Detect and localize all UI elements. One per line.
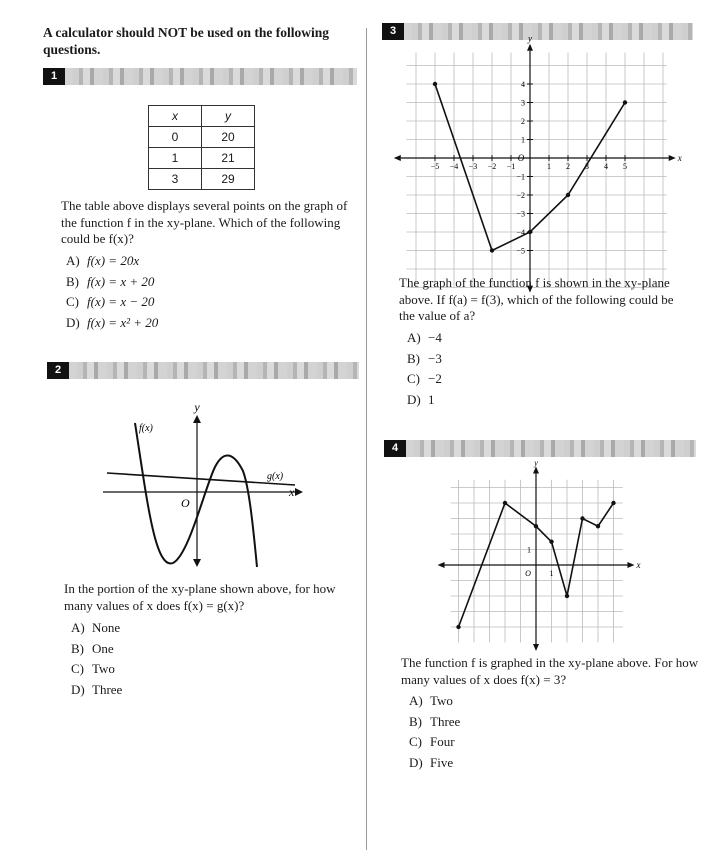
x-axis-arrow-left — [394, 155, 401, 161]
question-2-stem: In the portion of the xy-plane shown above, for how many values of x does f(x) = g(x)? — [64, 581, 336, 613]
question-3-graph — [392, 33, 682, 273]
question-1-choices — [66, 253, 158, 336]
answer-choice-d[interactable]: D) Three — [71, 682, 123, 698]
x-tick-label: 4 — [604, 162, 608, 171]
answer-choice-b[interactable]: B) f(x) = x + 20 — [66, 273, 155, 289]
y-axis-arrow-down — [533, 644, 539, 651]
question-4-graph — [440, 458, 645, 648]
answer-choice-a[interactable]: A) −4 — [407, 330, 442, 345]
y-axis-arrow — [533, 467, 539, 474]
x-axis-arrow — [295, 488, 303, 496]
answer-choice-c[interactable]: C) Four — [409, 734, 455, 750]
f-curve — [135, 423, 257, 567]
graph-point — [490, 248, 494, 252]
question-1-number: 1 — [43, 68, 65, 85]
x-axis-arrow-left — [438, 562, 445, 568]
answer-choice-b[interactable]: B) Three — [409, 713, 461, 729]
g-label: g(x) — [267, 471, 284, 482]
question-4-header-bar — [384, 440, 696, 457]
y-tick-label: −3 — [516, 209, 525, 219]
question-2-graph — [95, 395, 310, 575]
table-row — [149, 169, 255, 190]
origin-label: O — [517, 153, 525, 163]
answer-choice-a[interactable]: A) None — [71, 620, 121, 635]
table-cell: 3 — [149, 169, 202, 190]
answer-choice-a[interactable]: A) Two — [409, 693, 453, 708]
f-label: f(x) — [139, 423, 153, 434]
x-axis-arrow — [669, 155, 676, 161]
instructions: A calculator should NOT be used on the following questions. — [43, 25, 330, 57]
y-tick-label: −1 — [516, 172, 525, 182]
question-4-number: 4 — [384, 440, 406, 457]
x-axis-label: x — [289, 485, 295, 499]
x-tick-label: 1 — [547, 162, 551, 171]
question-3-choices — [407, 330, 442, 413]
y-tick-label: 2 — [521, 117, 525, 126]
graph-point — [565, 594, 569, 598]
y-axis-label: y — [194, 400, 200, 414]
y-tick-label: 3 — [521, 98, 525, 108]
y-axis-arrow-down — [193, 559, 201, 567]
question-3-header-bar — [382, 23, 693, 40]
x-tick-label: −4 — [449, 162, 459, 171]
x-tick-label: −1 — [506, 162, 516, 171]
graph-point — [566, 193, 570, 197]
y-axis-label: y — [534, 458, 538, 468]
question-3-stem: The graph of the function f is shown in the xy-plane above. If f(a) = f(3), which of the following could be the value of a? — [399, 275, 674, 323]
y-tick-label: 1 — [527, 545, 531, 555]
x-axis-label: x — [636, 560, 641, 570]
graph-point — [596, 524, 600, 528]
x-tick-label: −2 — [487, 162, 497, 171]
answer-choice-d[interactable]: D) f(x) = x² + 20 — [66, 315, 159, 331]
question-2-header-bar — [47, 362, 359, 379]
column-divider — [366, 28, 367, 850]
answer-choice-a[interactable]: A) f(x) = 20x — [66, 253, 140, 268]
table-cell: 29 — [202, 169, 255, 190]
x-axis-arrow — [627, 562, 634, 568]
table-header-x: x — [149, 106, 202, 127]
answer-choice-c[interactable]: C) Two — [71, 661, 115, 677]
question-3-number: 3 — [382, 23, 404, 40]
graph-point — [456, 625, 460, 629]
x-tick-label: 1 — [549, 569, 554, 578]
question-2-number: 2 — [47, 362, 69, 379]
question-4-stem: The function f is graphed in the xy-plane above. For how many values of x does f(x) = 3? — [401, 655, 699, 687]
y-tick-label: 1 — [521, 135, 525, 145]
x-axis-label: x — [677, 153, 682, 163]
question-1-stem: The table above displays several points on the graph of the function f in the xy-plane. Which of the following could be f(x)? — [61, 198, 348, 246]
answer-choice-c[interactable]: C) −2 — [407, 371, 442, 387]
graph-point — [534, 524, 538, 528]
graph-point — [580, 516, 584, 520]
x-tick-label: 3 — [585, 162, 589, 171]
origin-label: O — [525, 569, 531, 578]
table-cell: 20 — [202, 127, 255, 148]
answer-choice-d[interactable]: D) Five — [409, 755, 454, 771]
x-tick-label: 2 — [566, 162, 570, 171]
graph-point — [623, 100, 627, 104]
question-1-table — [148, 105, 255, 190]
table-header-row — [149, 106, 255, 127]
table-row — [149, 148, 255, 169]
x-tick-label: −3 — [468, 162, 478, 171]
table-cell: 21 — [202, 148, 255, 169]
table-row — [149, 127, 255, 148]
y-tick-label: −5 — [516, 246, 525, 256]
question-2-choices — [71, 620, 122, 703]
x-tick-label: −5 — [430, 162, 440, 171]
answer-choice-b[interactable]: B) One — [71, 640, 114, 656]
answer-choice-c[interactable]: C) f(x) = x − 20 — [66, 294, 155, 310]
x-tick-label: 5 — [623, 162, 627, 171]
answer-choice-d[interactable]: D) 1 — [407, 392, 435, 408]
y-tick-label: −4 — [516, 228, 525, 237]
origin-label: O — [181, 496, 190, 510]
y-axis-arrow-up — [193, 415, 201, 423]
graph-point — [503, 501, 507, 505]
graph-point — [549, 540, 553, 544]
y-axis-label: y — [528, 33, 532, 44]
table-cell: 1 — [149, 148, 202, 169]
y-axis-arrow — [527, 44, 533, 51]
y-tick-label: −2 — [516, 191, 525, 200]
graph-point — [433, 82, 437, 86]
question-1-header-bar — [43, 68, 357, 85]
y-tick-label: 4 — [521, 80, 525, 89]
graph-point — [528, 230, 532, 234]
answer-choice-b[interactable]: B) −3 — [407, 350, 442, 366]
table-header-y: y — [202, 106, 255, 127]
table-cell: 0 — [149, 127, 202, 148]
graph-point — [611, 501, 615, 505]
question-4-choices — [409, 693, 460, 776]
